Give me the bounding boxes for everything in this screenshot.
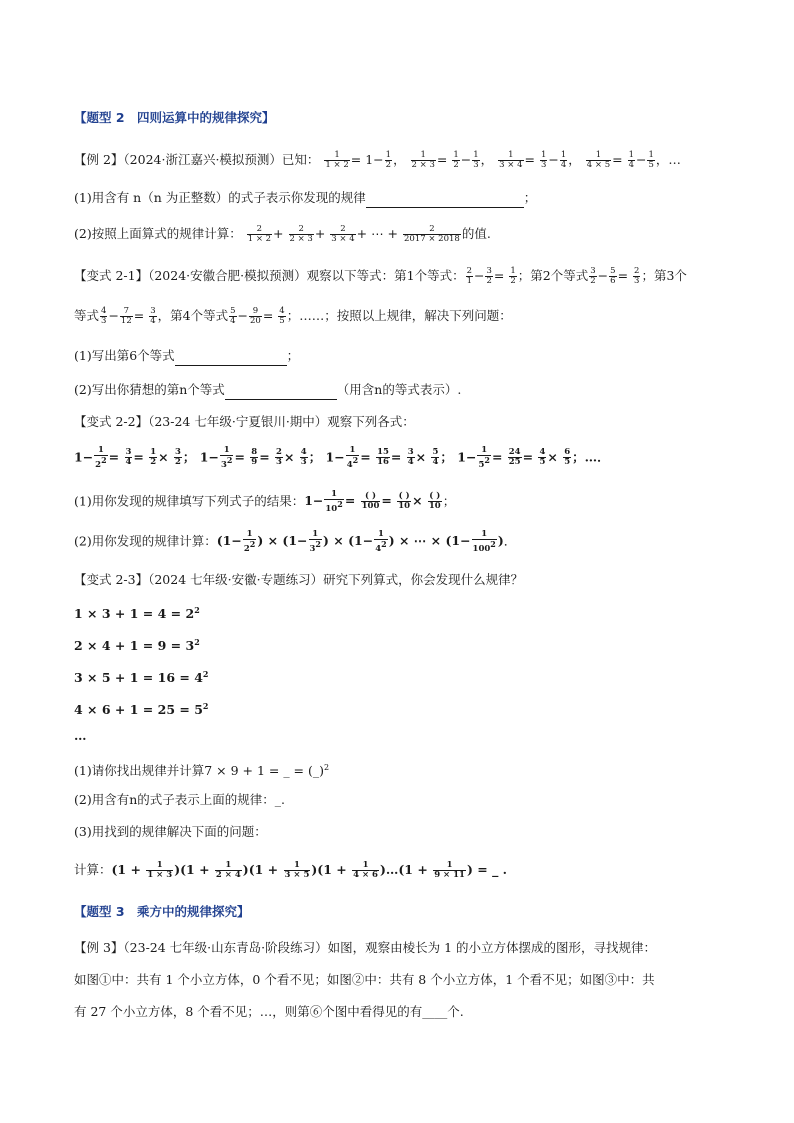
variant-2-3-question-1: (1)请你找出规律并计算7 × 9 + 1 = _ = (_)$^2$ xyxy=(74,763,330,779)
variant-2-1-question-2: (2)写出你猜想的第n个等式 （用含n的等式表示）. xyxy=(74,380,461,400)
variant-2-2-question-2: (2)用你发现的规律计算：(1− $\frac{1}{2^2}$ ) × (1− $\frac{1}{3^2}$ ) × (1− $\frac{1}{4^2}$ ) × ⋯ × (1− $\frac{1}{100^2}$ )． xyxy=(74,529,517,554)
example-2-prefix: 【例 2】（2024·浙江嘉兴·模拟预测）已知： xyxy=(74,152,320,167)
variant-2-1-line-1: 【变式 2-1】（2024·安徽合肥·模拟预测）观察以下等式：第1个等式： $\frac{2}{1}$ − $\frac{3}{2}$ = $\frac{1}{2}$ ；第2个等式 $\frac{3}{2}$ − $\frac{5}{6}$ = $\frac{2}{3}$ ；第3个 xyxy=(74,266,687,286)
answer-blank[interactable] xyxy=(225,385,337,400)
example-3-line-1: 【例 3】（23-24 七年级·山东青岛·阶段练习）如图，观察由棱长为 1 的小立方体摆成的图形，寻找规律： xyxy=(74,940,657,955)
variant-2-1-question-1: (1)写出第6个等式 ； xyxy=(74,346,299,366)
variant-2-3-line-1: 【变式 2-3】（2024 七年级·安徽·专题练习）研究下列算式，你会发现什么规律？ xyxy=(74,572,524,587)
section-header-type3: 【题型 3 乘方中的规律探究】 xyxy=(74,904,250,919)
variant-2-2-line-1: 【变式 2-2】（23-24 七年级·宁夏银川·期中）观察下列各式： xyxy=(74,414,415,429)
answer-blank[interactable] xyxy=(366,193,524,208)
example-2-given-formulas: $\frac{1}{1 \times 2}$ = 1− $\frac{1}{2}$ ， $\frac{1}{2 \times 3}$ = $\frac{1}{2}$ − $\frac{1}{3}$ ， $\frac{1}{3 \times 4}$ = $\frac{1}{3}$ − $\frac{1}{4}$ ， $\frac{1}{4 \times 5}$ = $\frac{1}{4}$ − $\frac{1}{5}$ ，… xyxy=(325,150,681,170)
section-header-type2: 【题型 2 四则运算中的规律探究】 xyxy=(74,110,275,125)
variant-2-3-equation-1: $1 \times 3 + 1 = 4 = 2^2$ xyxy=(74,605,200,622)
example-2-sum-formula: $\frac{2}{1 \times 2}$ + $\frac{2}{2 \times 3}$ + $\frac{2}{3 \times 4}$ + ⋯ + $\frac{2}{2017 \times 2018}$ xyxy=(247,224,460,244)
example-2-question-1: (1)用含有 n（n 为正整数）的式子表示你发现的规律 ； xyxy=(74,188,536,208)
example-3-line-2: 如图①中：共有 1 个小立方体，0 个看不见；如图②中：共有 8 个小立方体，1 个看不见；如图③中：共 xyxy=(74,972,655,987)
variant-2-1-line-2: 等式 $\frac{4}{3}$ − $\frac{7}{12}$ = $\frac{3}{4}$ ，第4个等式 $\frac{5}{4}$ − $\frac{9}{20}$ = $\frac{4}{5}$ ；……；按照以上规律，解决下列问题： xyxy=(74,306,512,326)
variant-2-3-ellipsis: … xyxy=(74,728,87,743)
variant-2-3-question-2: (2)用含有n的式子表示上面的规律：_. xyxy=(74,792,285,807)
variant-2-2-formulas: 1− $\frac{1}{2^2}$ = $\frac{3}{4}$ = $\frac{1}{2}$ × $\frac{3}{2}$ ； 1− $\frac{1}{3^2}$ = $\frac{8}{9}$ = $\frac{2}{3}$ × $\frac{4}{3}$ ； 1− $\frac{1}{4^2}$ = $\frac{15}{16}$ = $\frac{3}{4}$ × $\frac{5}{4}$ ； 1− $\frac{1}{5^2}$ = $\frac{24}{25}$ = $\frac{4}{5}$ × $\frac{6}{5}$ ；…． xyxy=(74,445,610,470)
example-2-line xyxy=(74,150,681,170)
variant-2-3-question-3: (3)用找到的规律解决下面的问题： xyxy=(74,824,267,839)
variant-2-3-calculation: 计算：(1 + $\frac{1}{1 \times 3}$ )(1 + $\frac{1}{2 \times 4}$ )(1 + $\frac{1}{3 \times 5}$ )(1 + $\frac{1}{4 \times 6}$ )…(1 + $\frac{1}{9 \times 11}$ ) = _ . xyxy=(74,860,508,880)
variant-2-3-equation-3: $3 \times 5 + 1 = 16 = 4^2$ xyxy=(74,669,209,686)
variant-2-3-equation-2: $2 \times 4 + 1 = 9 = 3^2$ xyxy=(74,637,200,654)
example-3-line-3: 有 27 个小立方体，8 个看不见；…，则第⑥个图中看得见的有____个. xyxy=(74,1004,464,1019)
variant-2-2-question-1: (1)用你发现的规律填写下列式子的结果：1− $\frac{1}{10^2}$ = $\frac{( )}{100}$ = $\frac{( )}{10}$ × $\frac{( )}{10}$ ； xyxy=(74,489,456,514)
answer-blank[interactable] xyxy=(175,351,287,366)
variant-2-3-equation-4: $4 \times 6 + 1 = 25 = 5^2$ xyxy=(74,701,209,718)
example-2-question-2: (2)按照上面算式的规律计算： $\frac{2}{1 \times 2}$ + $\frac{2}{2 \times 3}$ + $\frac{2}{3 \times 4}$ + ⋯ + $\frac{2}{2017 \times 2018}$ 的值. xyxy=(74,224,491,244)
